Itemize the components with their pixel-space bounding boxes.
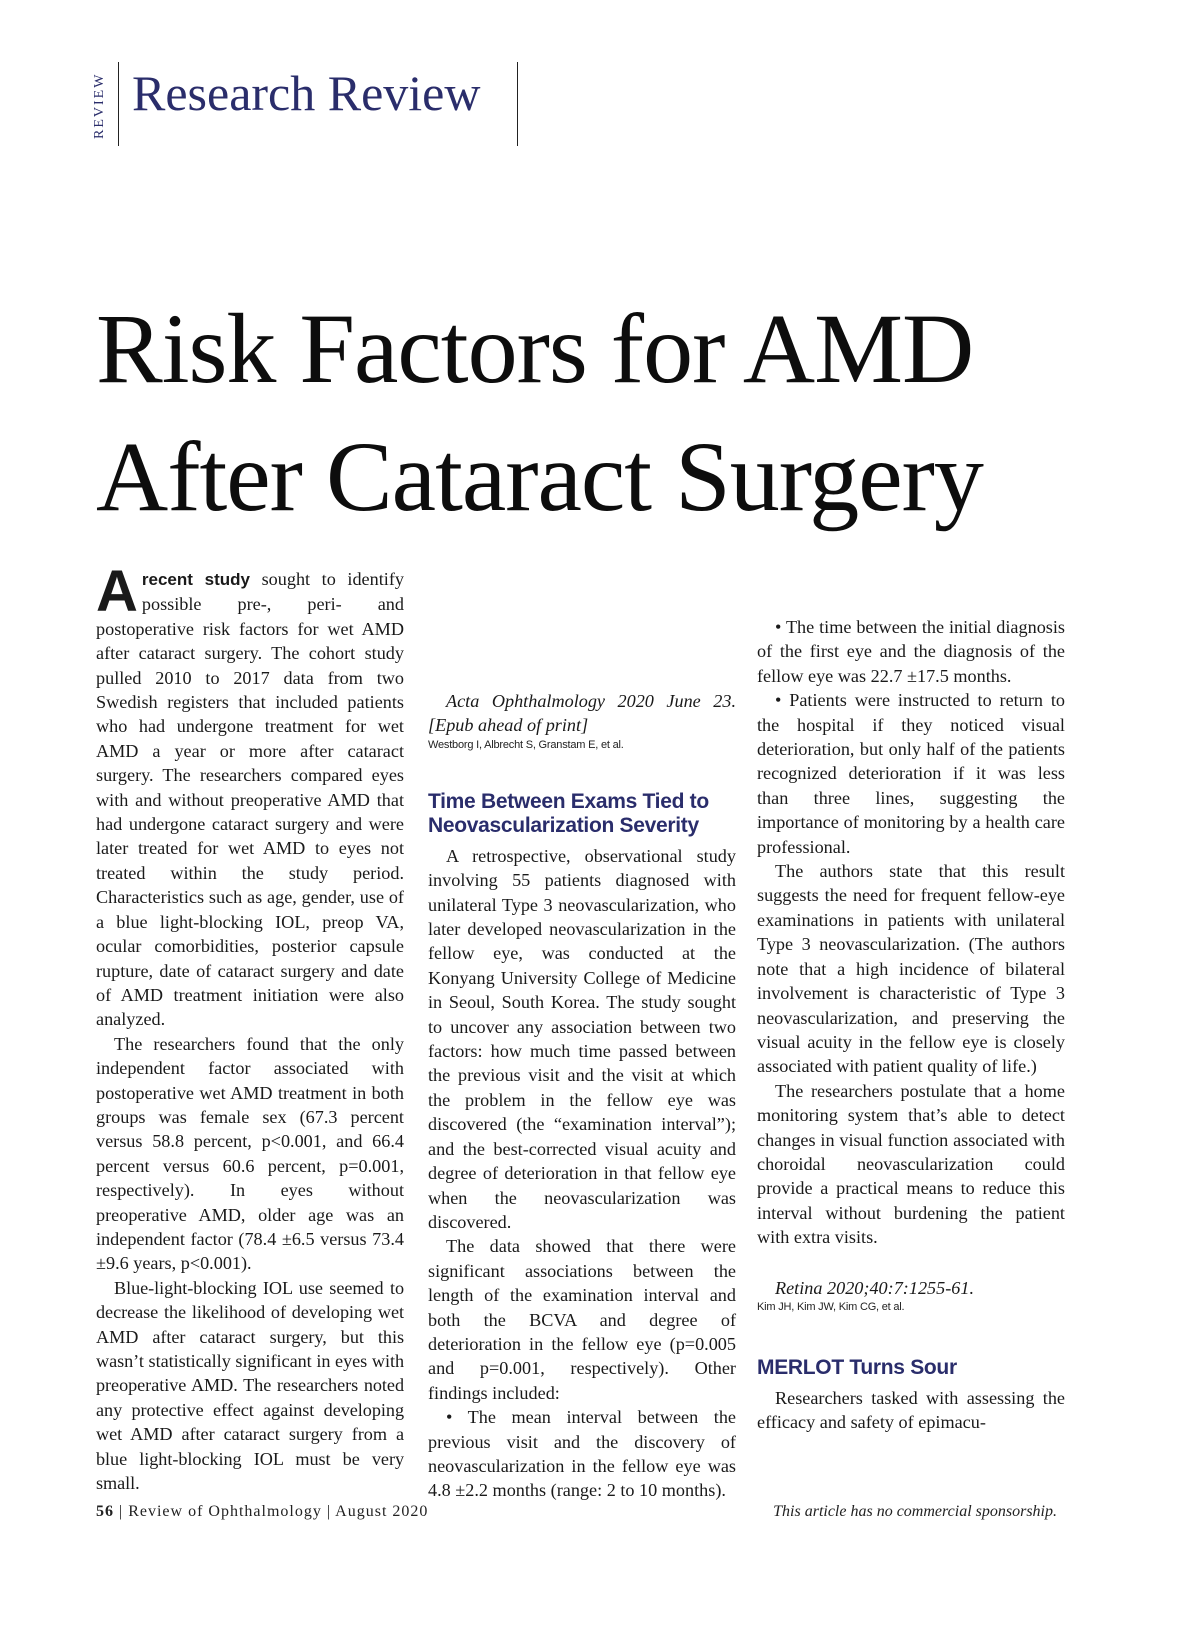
story2-heading: Time Between Exams Tied to Neovascularization Severity xyxy=(428,789,709,837)
story2-bullet-3: • Patients were instructed to return to the hospital if they noticed visual deterioration, but only half of the patients recognized deterioration if it was less than three lines, suggesting the importance of monitoring by a health care professional. xyxy=(757,690,1065,857)
story1-paragraph-1 xyxy=(96,559,404,1032)
footer-separator-2: | xyxy=(326,1503,332,1520)
story3-paragraph-1: Researchers tasked with assessing the efficacy and safety of epimacu- xyxy=(757,1387,1065,1433)
header-rule-right xyxy=(517,62,518,146)
story2-paragraph-2: The data showed that there were significant associations between the length of the examination interval and both the BCVA and degree of deterioration in the fellow eye (p=0.005 and p=0.001, respectively). Other findings included: xyxy=(428,1236,736,1403)
story1-citation: Acta Ophthalmology 2020 June 23. [Epub ahead of print] xyxy=(428,691,736,736)
page-number: 56 xyxy=(96,1503,114,1520)
article-title-line2: After Cataract Surgery xyxy=(96,421,983,532)
story1-paragraph-1-text: sought to identify possible pre-, peri- and postoperative risk factors for wet AMD after cataract surgery. The cohort study pulled 2010 to 2017 data from two Swedish registers that included patients who had undergone treatment for wet AMD a year or more after cataract surgery. The researchers compared eyes with and without preoperative AMD that had undergone cataract surgery and were later treated for wet AMD to eyes not treated within the study period. Characteristics such as age, gender, use of a blue light-blocking IOL, preop VA, ocular comorbidities, posterior capsule rupture, date of cataract surgery and date of AMD treatment initiation were also analyzed. xyxy=(96,569,404,1030)
section-vertical-label: REVIEW xyxy=(92,72,107,140)
column-1 xyxy=(96,559,404,1495)
story2-bullet-1: • The mean interval between the previous visit and the discovery of neovascularization in the fellow eye was 4.8 ±2.2 months (range: 2 to 10 months). xyxy=(428,1407,736,1501)
story2-paragraph-1: A retrospective, observational study involving 55 patients diagnosed with unilateral Type 3 neovascularization, who later developed neovascularization in the fellow eye, was conducted at the Konyang University College of Medicine in Seoul, South Korea. The study sought to uncover any association between two factors: how much time passed between the previous visit and the visit at which the problem in the fellow eye was discovered (the “examination interval”); and the best-corrected visual acuity and degree of deterioration in that fellow eye when the neovascularization was discovered. xyxy=(428,845,736,1232)
story1-authors: Westborg I, Albrecht S, Granstam E, et al. xyxy=(428,738,624,751)
dropcap: A xyxy=(96,559,138,624)
story1-paragraph-2: The researchers found that the only independent factor associated with postoperative wet AMD treatment in both groups was female sex (67.3 percent versus 58.8 percent, p<0.001, and 66.4 percent versus 60.6 percent, p=0.001, respectively). In eyes without preoperative AMD, older age was an independent factor (78.4 ±6.5 versus 73.4 ±9.6 years, p<0.001). xyxy=(96,1033,404,1274)
issue-date: August 2020 xyxy=(335,1503,429,1520)
column-2 xyxy=(428,689,736,1503)
story2-citation: Retina 2020;40:7:1255-61. xyxy=(775,1277,975,1298)
publication-name: Review of Ophthalmology xyxy=(128,1503,322,1520)
article-title xyxy=(96,285,1116,541)
story2-paragraph-3: The authors state that this result suggests the need for frequent fellow-eye examinations in patients with unilateral Type 3 neovascularization. (The authors note that a high incidence of bilateral involvement is characteristic of Type 3 neovascularization, and preserving the visual acuity in the fellow eye is closely associated with patient quality of life.) xyxy=(757,861,1065,1077)
story2-paragraph-4: The researchers postulate that a home monitoring system that’s able to detect changes in visual function associated with choroidal neovascularization could provide a practical means to reduce this interval without burdening the patient with extra visits. xyxy=(757,1080,1065,1248)
article-title-line1: Risk Factors for AMD xyxy=(96,293,974,404)
footer-separator-1: | xyxy=(119,1503,124,1520)
column-3-main xyxy=(757,567,1065,1435)
story2-authors: Kim JH, Kim JW, Kim CG, et al. xyxy=(757,1300,905,1313)
sponsorship-note: This article has no commercial sponsorship. xyxy=(773,1503,1057,1520)
header-rule-left xyxy=(118,62,119,146)
story1-paragraph-3: Blue-light-blocking IOL use seemed to decrease the likelihood of developing wet AMD after cataract surgery, but this wasn’t statistically significant in eyes with preoperative AMD. The researchers noted any protective effect against developing wet AMD after cataract surgery from a blue light-blocking IOL must be very small. xyxy=(96,1277,404,1494)
section-title: Research Review xyxy=(132,65,481,121)
story2-bullet-2: • The time between the initial diagnosis of the first eye and the diagnosis of the fellow eye was 22.7 ±17.5 months. xyxy=(757,617,1065,686)
story3-heading: MERLOT Turns Sour xyxy=(757,1355,957,1379)
footer-folio xyxy=(96,1503,428,1521)
lead-in: recent study xyxy=(141,570,251,589)
